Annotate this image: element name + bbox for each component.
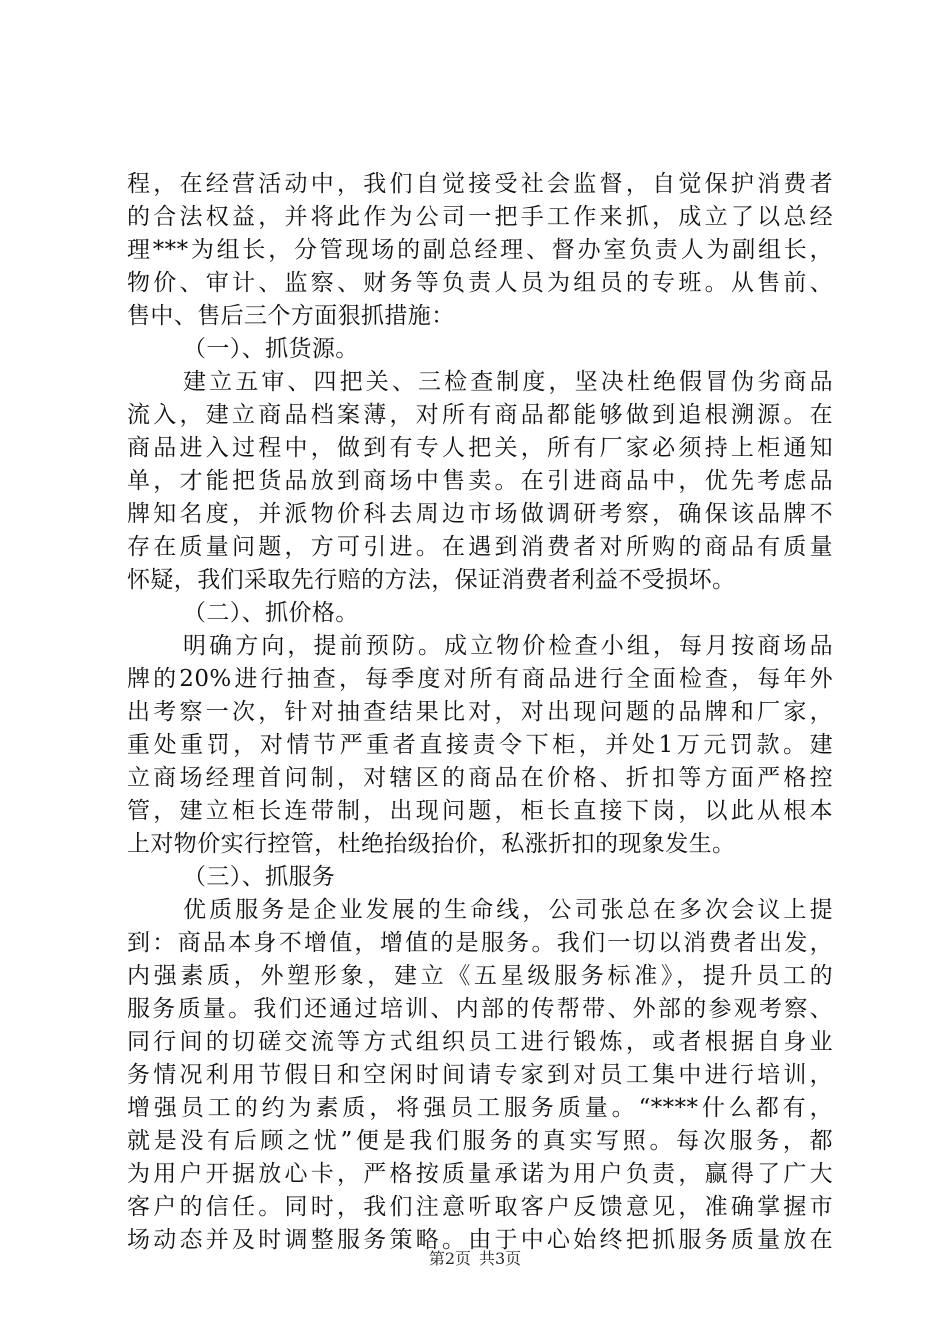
text-line: 增强员工的约为素质，将强员工服务质量。“****什么都有， — [127, 1095, 833, 1121]
page-number: 第2页 — [428, 1249, 471, 1268]
text-line: 上对物价实行控管，杜绝抬级抬价，私涨折扣的现象发生。 — [127, 831, 736, 857]
section-heading: （一）、抓货源。 — [183, 336, 359, 362]
text-line: 理***为组长，分管现场的副总经理、督办室负责人为副组长， — [127, 237, 833, 263]
text-line: 牌的20%进行抽查，每季度对所有商品进行全面检查，每年外 — [127, 666, 833, 692]
text-line: 的合法权益，并将此作为公司一把手工作来抓，成立了以总经 — [127, 204, 833, 230]
text-line: 内强素质，外塑形象，建立《五星级服务标准》，提升员工的 — [127, 963, 833, 989]
text-line: 场动态并及时调整服务策略。由于中心始终把抓服务质量放在 — [127, 1227, 833, 1253]
text-line: 客户的信任。同时，我们注意听取客户反馈意见，准确掌握市 — [127, 1194, 833, 1220]
text-line: 就是没有后顾之忧”便是我们服务的真实写照。每次服务，都 — [127, 1128, 833, 1154]
text-line: 优质服务是企业发展的生命线，公司张总在多次会议上提 — [183, 897, 833, 923]
text-line: 明确方向，提前预防。成立物价检查小组，每月按商场品 — [183, 633, 833, 659]
text-line: 牌知名度，并派物价科去周边市场做调研考察，确保该品牌不 — [127, 501, 833, 527]
text-line: 怀疑，我们采取先行赔的方法，保证消费者利益不受损坏。 — [127, 567, 736, 593]
text-line: 流入，建立商品档案薄，对所有商品都能够做到追根溯源。在 — [127, 402, 833, 428]
text-line: 管，建立柜长连带制，出现问题，柜长直接下岗，以此从根本 — [127, 798, 833, 824]
text-line: 存在质量问题，方可引进。在遇到消费者对所购的商品有质量 — [127, 534, 833, 560]
text-line: 到：商品本身不增值，增值的是服务。我们一切以消费者出发， — [127, 930, 833, 956]
section-heading: （三）、抓服务 — [183, 864, 336, 890]
text-line: 单，才能把货品放到商场中售卖。在引进商品中，优先考虑品 — [127, 468, 833, 494]
body-text — [127, 168, 833, 1257]
text-line: 商品进入过程中，做到有专人把关，所有厂家必须持上柜通知 — [127, 435, 833, 461]
text-line: 物价、审计、监察、财务等负责人员为组员的专班。从售前、 — [127, 270, 833, 296]
text-line: 为用户开据放心卡，严格按质量承诺为用户负责，赢得了广大 — [127, 1161, 833, 1187]
text-line: 立商场经理首问制，对辖区的商品在价格、折扣等方面严格控 — [127, 765, 833, 791]
page-total: 共3页 — [479, 1249, 522, 1268]
section-heading: （二）、抓价格。 — [183, 600, 359, 626]
text-line: 售中、售后三个方面狠抓措施： — [127, 303, 455, 329]
text-line: 务情况利用节假日和空闲时间请专家到对员工集中进行培训， — [127, 1062, 833, 1088]
text-line: 程，在经营活动中，我们自觉接受社会监督，自觉保护消费者 — [127, 171, 833, 197]
text-line: 服务质量。我们还通过培训、内部的传帮带、外部的参观考察、 — [127, 996, 833, 1022]
text-line: 同行间的切磋交流等方式组织员工进行锻炼，或者根据自身业 — [127, 1029, 833, 1055]
text-line: 重处重罚，对情节严重者直接责令下柜，并处1万元罚款。建 — [127, 732, 833, 758]
text-line: 出考察一次，针对抽查结果比对，对出现问题的品牌和厂家， — [127, 699, 833, 725]
page-footer — [0, 1246, 950, 1269]
text-line: 建立五审、四把关、三检查制度，坚决杜绝假冒伪劣商品 — [183, 369, 833, 395]
